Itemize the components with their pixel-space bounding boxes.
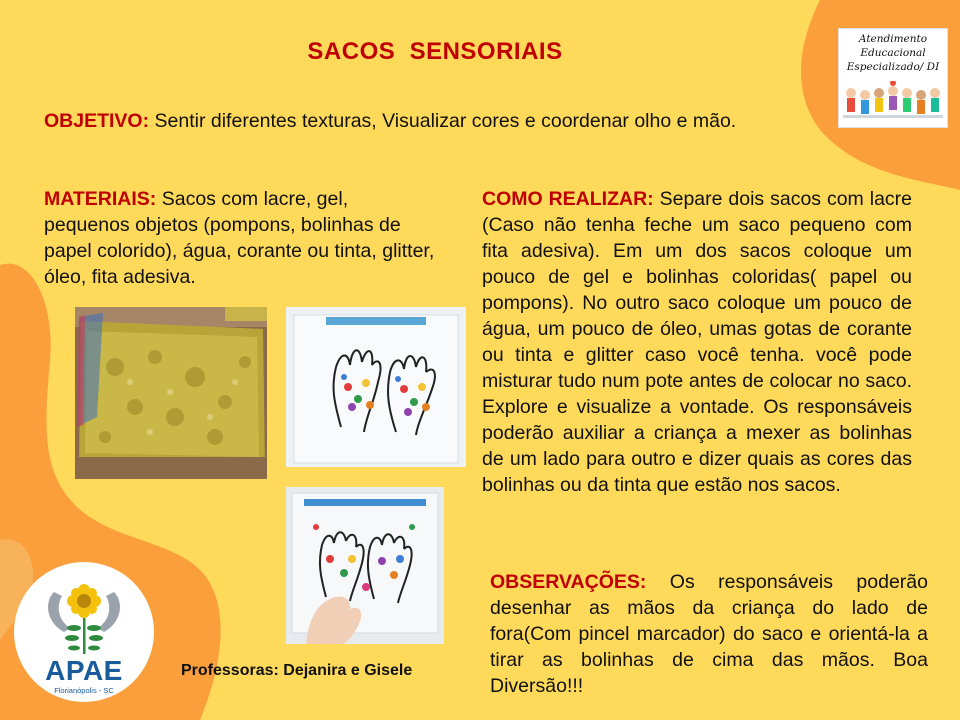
materiais-label: MATERIAIS:: [44, 188, 157, 210]
objetivo-label: OBJETIVO:: [44, 110, 150, 132]
como-realizar-text: Separe dois sacos com lacre (Caso não tenha feche um saco pequeno com fita adesiva). Em um dos sacos coloque um pouco de gel e bolinhas coloridas( papel ou pompons). No outro saco coloque um pouco de água, um pouco de óleo, umas gotas de corante ou tinta e glitter caso você tenha. você pode misturar tudo num pote antes de colocar no saco. Explore e visualize a vontade. Os responsáveis poderão auxiliar a criança a mexer as bolinhas de um lado para outro e dizer quais as cores das bolinhas ou da tinta que estão nos sacos.: [482, 188, 912, 496]
aee-logo-line1: Atendimento: [858, 33, 928, 45]
page-title: SACOS SENSORIAIS: [307, 38, 563, 65]
objetivo-text: Sentir diferentes texturas, Visualizar cores e coordenar olho e mão.: [149, 110, 737, 132]
observacoes-label: OBSERVAÇÕES:: [490, 571, 647, 593]
aee-logo: [838, 28, 948, 128]
observacoes-text: Os responsáveis poderão desenhar as mãos da criança do lado de fora(Com pincel marcador) do saco e orientá-la a tirar as bolinhas de cima das mãos. Boa Diversão!!!: [490, 571, 928, 697]
observacoes-paragraph: [490, 569, 928, 699]
hand-interaction-photo: [286, 487, 444, 644]
como-realizar-label: COMO REALIZAR:: [482, 188, 654, 210]
aee-logo-line2: Educacional: [860, 47, 926, 59]
aee-logo-line3: Especializado/ DI: [846, 61, 940, 73]
objetivo-paragraph: [44, 108, 788, 134]
aee-logo-text: [839, 32, 947, 74]
gel-bag-photo: [75, 307, 267, 479]
apae-city: Florianópolis - SC: [54, 686, 114, 695]
materiais-text: Sacos com lacre, gel, pequenos objetos (pompons, bolinhas de papel colorido), água, corante ou tinta, glitter, óleo, fita adesiva.: [44, 188, 435, 288]
como-realizar-paragraph: [482, 186, 912, 498]
materiais-paragraph: [44, 186, 436, 290]
apae-name: APAE: [45, 655, 123, 686]
professoras-credit: Professoras: Dejanira e Gisele: [181, 662, 413, 679]
flower-hands-icon: [14, 562, 154, 662]
children-illustration-icon: [843, 81, 943, 125]
hands-bag-photo: [286, 307, 466, 467]
